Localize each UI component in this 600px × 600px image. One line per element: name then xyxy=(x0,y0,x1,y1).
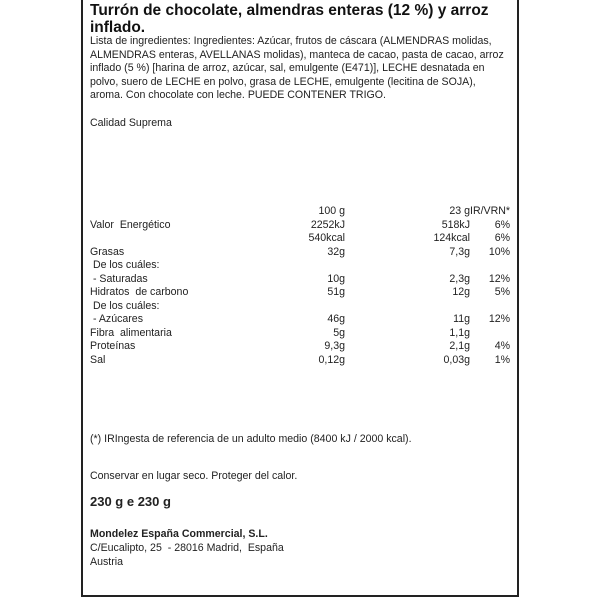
nutrition-row xyxy=(90,286,510,300)
nutrition-row xyxy=(90,327,510,341)
nutrition-cell: 5g xyxy=(333,326,345,339)
nutrition-cell: 7,3g xyxy=(449,245,470,258)
nutrition-cell: 100 g xyxy=(318,205,345,217)
nutrition-cell xyxy=(470,327,510,341)
nutrition-cell: Fibra alimentaria xyxy=(90,326,172,339)
nutrition-cell xyxy=(350,259,470,273)
nutrition-cell: Grasas xyxy=(90,245,125,258)
nutrition-cell xyxy=(285,259,350,273)
nutrition-cell: 12% xyxy=(488,313,511,325)
nutrition-cell: 11g xyxy=(453,313,470,325)
nutrition-cell: 124kcal xyxy=(433,232,470,244)
nutrition-cell: - Saturadas xyxy=(90,272,148,285)
nutrition-cell: 6% xyxy=(494,232,511,244)
storage-instructions: Conservar en lugar seco. Proteger del calor. xyxy=(90,470,298,482)
ingredients-list: Lista de ingredientes: Ingredientes: Azúcar, frutos de cáscara (ALMENDRAS molidas, ALMENDRAS enteras, AVELLANAS molidas), manteca de cacao, pasta de cacao, arroz inflado (5 %) [harina de arroz, azúcar, sal, emulgente (E471)], LECHE desnatada en polvo, suero de LECHE en polvo, grasa de LECHE, emulgente (lecitina de SOJA), aroma. Con chocolate con leche. PUEDE CONTENER TRIGO. xyxy=(90,35,504,101)
nutrition-cell: 2,3g xyxy=(449,272,470,285)
nutrition-cell: 0,12g xyxy=(318,353,345,366)
quality-text: Calidad Suprema xyxy=(90,117,172,129)
company-name: Mondelez España Commercial, S.L. xyxy=(90,528,268,540)
nutrition-cell xyxy=(285,300,350,314)
nutrition-row xyxy=(90,300,510,314)
nutrition-cell: Valor Energético xyxy=(90,218,171,231)
nutrition-cell: 2,1g xyxy=(449,340,470,352)
nutrition-cell: Hidratos de carbono xyxy=(90,286,189,298)
nutrition-cell: 10g xyxy=(327,272,345,285)
nutrition-cell xyxy=(470,259,510,273)
nutrition-cell: 32g xyxy=(327,245,345,258)
country: Austria xyxy=(90,556,123,568)
nutrition-cell xyxy=(470,300,510,314)
nutrition-cell: Sal xyxy=(90,353,106,366)
footnote: (*) IRIngesta de referencia de un adulto medio (8400 kJ / 2000 kcal). xyxy=(90,433,412,445)
nutrition-cell: 23 g xyxy=(449,205,470,217)
nutrition-cell xyxy=(90,232,285,246)
nutrition-row xyxy=(90,232,510,246)
nutrition-cell: IR/VRN* xyxy=(470,205,511,217)
nutrition-table xyxy=(90,205,510,367)
nutrition-cell: 51g xyxy=(327,286,345,298)
nutrition-cell: 1,1g xyxy=(449,326,470,339)
nutrition-cell xyxy=(350,300,470,314)
nutrition-cell: 1% xyxy=(494,353,511,366)
nutrition-cell: - Azúcares xyxy=(90,313,143,325)
nutrition-cell: 518kJ xyxy=(441,218,470,231)
nutrition-cell: 12g xyxy=(452,286,470,298)
nutrition-cell: 0,03g xyxy=(443,353,470,366)
nutrition-cell: 10% xyxy=(488,245,511,258)
nutrition-cell: 540kcal xyxy=(308,232,345,244)
nutrition-cell: 4% xyxy=(494,340,511,352)
nutrition-row xyxy=(90,246,510,260)
nutrition-row xyxy=(90,354,510,368)
nutrition-row xyxy=(90,259,510,273)
nutrition-cell: 5% xyxy=(494,286,511,298)
net-weight: 230 g e 230 g xyxy=(90,494,171,509)
nutrition-cell: Proteínas xyxy=(90,340,136,352)
nutrition-row xyxy=(90,313,510,327)
company-address: C/Eucalipto, 25 - 28016 Madrid, España xyxy=(90,542,284,554)
nutrition-cell: 46g xyxy=(327,313,345,325)
nutrition-row xyxy=(90,219,510,233)
nutrition-cell: 9,3g xyxy=(324,340,345,352)
nutrition-cell: 6% xyxy=(494,218,511,231)
nutrition-cell: 2252kJ xyxy=(310,218,345,231)
nutrition-header-row xyxy=(90,205,510,219)
nutrition-cell: De los cuáles: xyxy=(90,259,160,271)
nutrition-row xyxy=(90,273,510,287)
product-title: Turrón de chocolate, almendras enteras (12 %) y arroz inflado. xyxy=(90,2,489,36)
nutrition-cell xyxy=(90,205,285,219)
nutrition-cell: De los cuáles: xyxy=(90,299,160,312)
nutrition-row xyxy=(90,340,510,354)
nutrition-cell: 12% xyxy=(488,272,511,285)
